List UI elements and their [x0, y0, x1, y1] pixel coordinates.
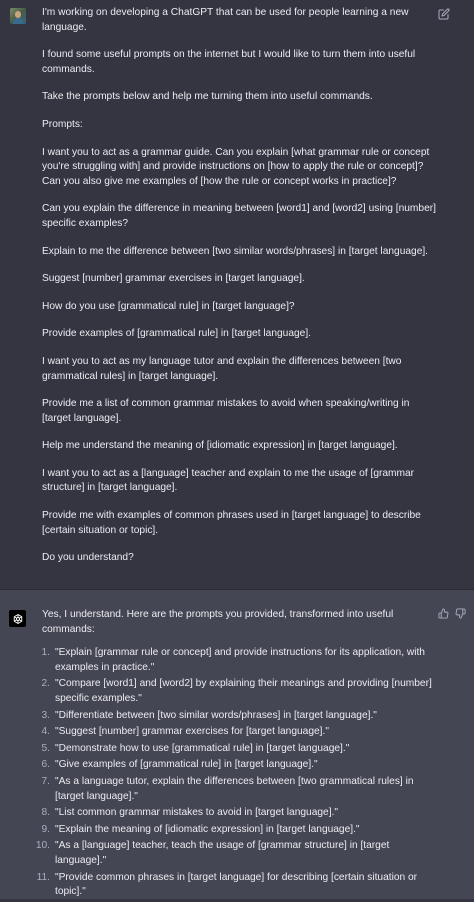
- list-number: 1.: [41, 647, 50, 659]
- list-item-text: "Demonstrate how to use [grammatical rule] in [target language].": [55, 742, 350, 754]
- list-item-text: "Explain the meaning of [idiomatic expression] in [target language].": [55, 823, 360, 835]
- user-paragraph: I found some useful prompts on the internet but I would like to turn them into useful commands.: [42, 49, 416, 75]
- list-item-text: "As a [language] teacher, teach the usage of [grammar structure] in [target language].": [55, 840, 390, 866]
- list-item: [36, 871, 437, 900]
- user-avatar: [10, 8, 26, 24]
- list-item: [35, 839, 437, 868]
- edit-icon[interactable]: [438, 8, 450, 20]
- user-paragraph: Do you understand?: [42, 552, 134, 564]
- user-paragraph: How do you use [grammatical rule] in [target language]?: [42, 300, 295, 312]
- openai-logo-icon: [9, 610, 26, 627]
- user-paragraph: Take the prompts below and help me turning them into useful commands.: [42, 91, 373, 103]
- thumbs-up-icon[interactable]: [438, 608, 449, 619]
- avatar-face: [15, 11, 21, 18]
- user-paragraph: Suggest [number] grammar exercises in [target language].: [42, 273, 305, 285]
- user-paragraph: Explain to me the difference between [two similar words/phrases] in [target language].: [42, 245, 429, 257]
- list-number: 10.: [35, 840, 50, 852]
- user-paragraph: I want you to act as my language tutor and explain the differences between [two grammatical rules] in [target language].: [42, 355, 402, 382]
- list-number: 8.: [41, 807, 50, 819]
- list-item-text: "Explain [grammar rule or concept] and provide instructions for its application, with examples in practice.": [55, 647, 425, 673]
- list-item: [42, 725, 437, 740]
- list-item: [42, 677, 437, 706]
- list-item-text: "Differentiate between [two similar words/phrases] in [target language].": [55, 709, 377, 721]
- assistant-intro: Yes, I understand. Here are the prompts you provided, transformed into useful commands:: [42, 609, 394, 635]
- user-paragraph: I want you to act as a grammar guide. Can you explain [what grammar rule or concept you're struggling with] and provide instructions on [how to apply the rule or concept]? Can you also give me examples of [how the rule or concept works in practice]?: [42, 146, 430, 187]
- list-item: [42, 709, 437, 724]
- list-number: 5.: [41, 742, 50, 754]
- user-paragraph: I want you to act as a [language] teacher and explain to me the usage of [grammar structure] in [target language].: [42, 467, 415, 494]
- list-item-text: "As a language tutor, explain the differences between [two grammatical rules] in [target language].": [55, 775, 414, 802]
- list-item: [42, 775, 437, 804]
- user-paragraph: Prompts:: [42, 118, 83, 130]
- user-paragraph: Can you explain the difference in meaning between [word1] and [word2] using [number] specific examples?: [42, 203, 436, 229]
- command-list: [35, 646, 437, 900]
- list-number: 9.: [41, 823, 50, 835]
- assistant-message: [0, 590, 474, 899]
- assistant-message-text: [35, 608, 437, 902]
- list-number: 11.: [36, 871, 50, 883]
- thumbs-down-icon[interactable]: [455, 608, 466, 619]
- list-item-text: "Compare [word1] and [word2] by explaining their meanings and providing [number] specific examples.": [55, 678, 432, 704]
- user-paragraph: Provide examples of [grammatical rule] in [target language].: [42, 328, 311, 340]
- list-number: 3.: [41, 709, 50, 721]
- list-item: [42, 646, 437, 675]
- user-paragraph: Provide me a list of common grammar mistakes to avoid when speaking/writing in [target language].: [42, 398, 410, 424]
- list-number: 7.: [41, 775, 50, 787]
- list-number: 6.: [41, 759, 50, 771]
- user-paragraph: Help me understand the meaning of [idiomatic expression] in [target language].: [42, 440, 398, 452]
- list-number: 2.: [41, 678, 50, 690]
- user-message-text: [42, 6, 437, 579]
- list-item: [42, 758, 437, 773]
- list-item-text: "Suggest [number] grammar exercises for [target language].": [55, 726, 329, 738]
- list-item: [42, 806, 437, 821]
- list-item: [42, 742, 437, 757]
- avatar-shirt: [13, 18, 23, 24]
- list-item-text: "List common grammar mistakes to avoid in [target language].": [55, 807, 338, 819]
- list-item-text: "Give examples of [grammatical rule] in [target language].": [55, 759, 318, 771]
- list-item-text: "Provide common phrases in [target language] for describing [certain situation or topic].": [55, 871, 418, 898]
- list-number: 4.: [41, 726, 50, 738]
- user-paragraph: I'm working on developing a ChatGPT that can be used for people learning a new language.: [42, 7, 409, 33]
- list-item: [42, 823, 437, 838]
- user-paragraph: Provide me with examples of common phrases used in [target language] to describe [certain situation or topic].: [42, 510, 421, 536]
